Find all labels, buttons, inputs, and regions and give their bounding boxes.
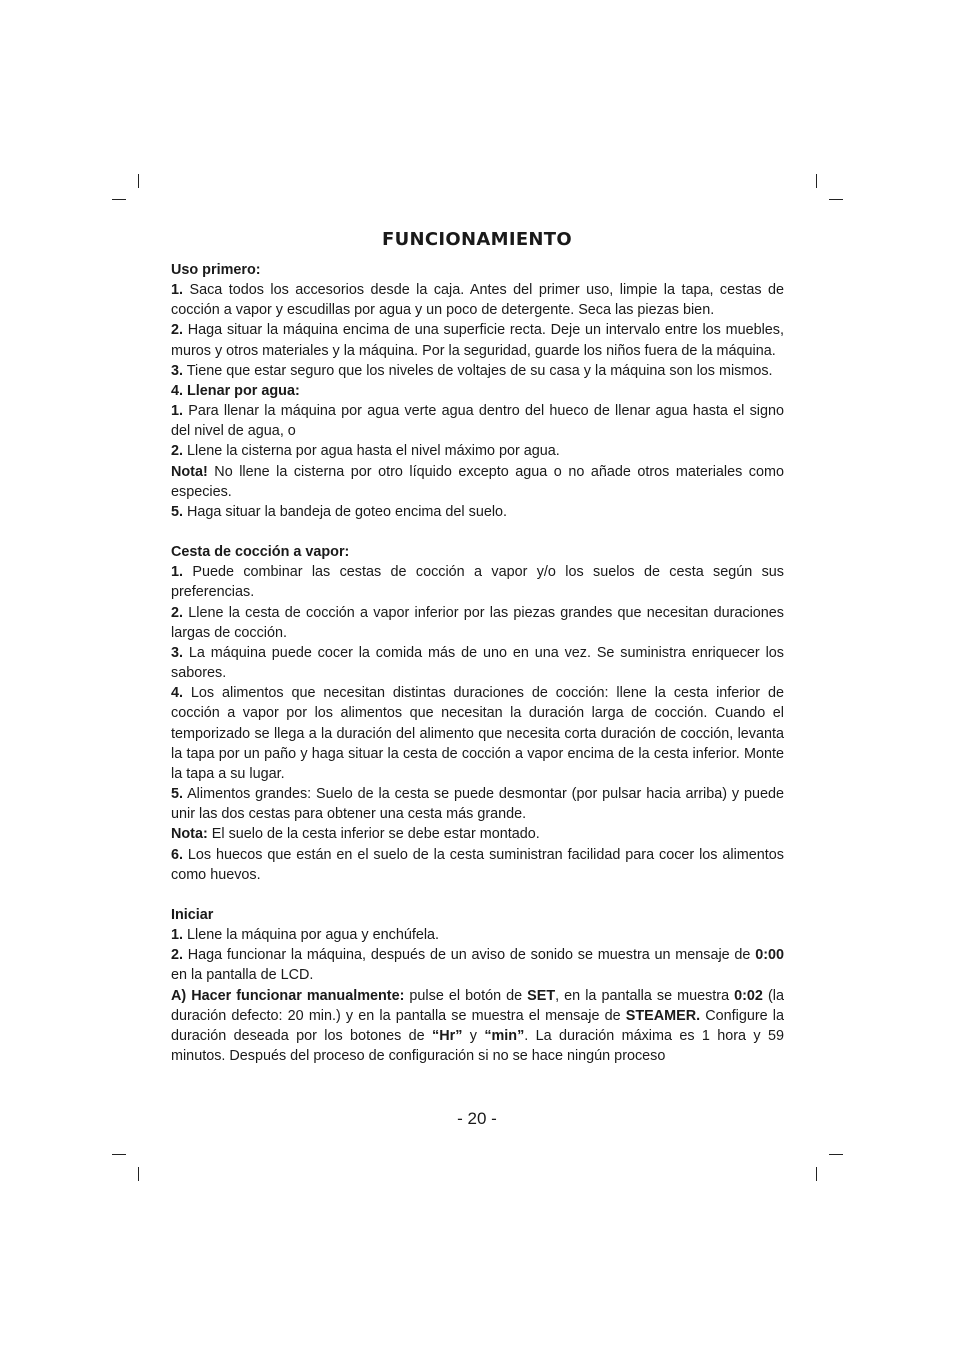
paragraph: 2. Haga situar la máquina encima de una superficie recta. Deje un intervalo entre los muebles, muros y otros materiales y la máquina. Por la seguridad, guarde los niños fuera de la máquina. (171, 322, 784, 359)
paragraph: 3. La máquina puede cocer la comida más de uno en una vez. Se suministra enriquecer los sabores. (171, 644, 784, 682)
paragraph: 6. Los huecos que están en el suelo de la cesta suministran facilidad para cocer los alimentos como huevos. (171, 846, 784, 883)
crop-mark (112, 199, 126, 200)
paragraph: 2. Llene la cesta de cocción a vapor inferior por las piezas grandes que necesitan duraciones largas de cocción. (171, 604, 784, 641)
section-heading-uso: Uso primero: (171, 262, 261, 278)
crop-mark (138, 174, 139, 188)
section-heading-llenar: 4. Llenar por agua: (171, 382, 300, 399)
crop-mark (112, 1154, 126, 1155)
paragraph: 3. Tiene que estar seguro que los niveles de voltajes de su casa y la máquina son los mismos. (171, 362, 773, 379)
spacer (171, 522, 784, 542)
paragraph: 1. Puede combinar las cestas de cocción a vapor y/o los suelos de cesta según sus preferencias. (171, 564, 784, 601)
note: Nota! No llene la cisterna por otro líquido excepto agua o no añade otros materiales como especies. (171, 463, 784, 500)
paragraph: A) Hacer funcionar manualmente: pulse el botón de SET, en la pantalla se muestra 0:02 (la duración defecto: 20 min.) y en la pantalla se muestra el mensaje de STEAMER. Configure la duración deseada por los botones de “Hr” y “min”. La duración máxima es 1 hora y 59 minutos. Después del proceso de configuración si no se hace ningún proceso (171, 987, 784, 1065)
crop-mark (829, 199, 843, 200)
paragraph: 4. Los alimentos que necesitan distintas duraciones de cocción: llene la cesta inferior de cocción a vapor por los alimentos que necesitan la duración larga de cocción. Cuando el temporizado se llega a la duración del alimento que necesita corta duración de cocción, levanta la tapa por un paño y haga situar la cesta de cocción a vapor encima de la cesta inferior. Monte la tapa a su lugar. (171, 685, 784, 782)
page-number: - 20 - (457, 1109, 497, 1128)
crop-mark (138, 1167, 139, 1181)
document-body (171, 260, 784, 1066)
paragraph: 2. Haga funcionar la máquina, después de un aviso de sonido se muestra un mensaje de 0:00 en la pantalla de LCD. (171, 947, 784, 984)
paragraph: 5. Haga situar la bandeja de goteo encima del suelo. (171, 503, 508, 520)
crop-mark (816, 1167, 817, 1181)
note: Nota: El suelo de la cesta inferior se debe estar montado. (171, 826, 540, 843)
crop-mark (829, 1154, 843, 1155)
paragraph: 5. Alimentos grandes: Suelo de la cesta se puede desmontar (por pulsar hacia arriba) y puede unir las dos cestas para obtener una cesta más grande. (171, 786, 784, 823)
spacer (171, 885, 784, 905)
paragraph: 1. Llene la máquina por agua y enchúfela. (171, 927, 440, 944)
section-heading-cesta: Cesta de cocción a vapor: (171, 544, 350, 561)
page-title: FUNCIONAMIENTO (382, 229, 572, 250)
paragraph: 1. Saca todos los accesorios desde la caja. Antes del primer uso, limpie la tapa, cestas de cocción a vapor y escudillas por agua y un poco de detergente. Seca las piezas bien. (171, 282, 784, 319)
section-heading-iniciar: Iniciar (171, 906, 214, 923)
paragraph: 1. Para llenar la máquina por agua verte agua dentro del hueco de llenar agua hasta el signo del nivel de agua, o (171, 403, 784, 440)
paragraph: 2. Llene la cisterna por agua hasta el nivel máximo por agua. (171, 443, 560, 460)
crop-mark (816, 174, 817, 188)
